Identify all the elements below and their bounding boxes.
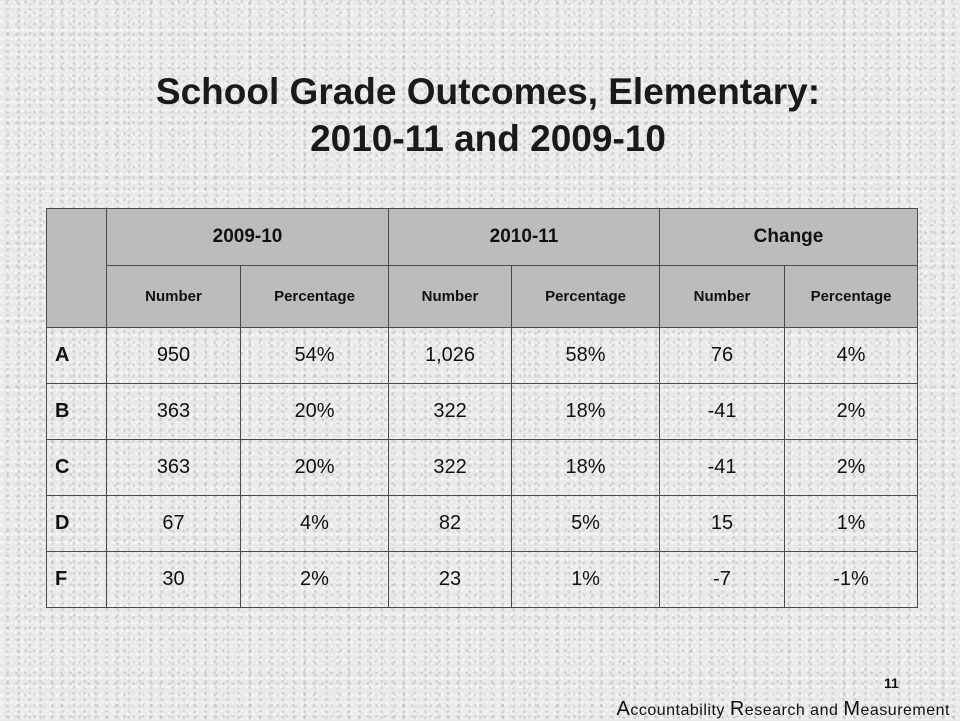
table-row <box>47 552 918 608</box>
header-2010-11: 2010-11 <box>389 209 660 266</box>
table-cell: 1% <box>512 552 660 608</box>
table-cell: 15 <box>660 496 785 552</box>
footer-organization <box>617 698 951 721</box>
grade-label: A <box>47 328 107 384</box>
footer-cap-a: A <box>616 698 631 720</box>
table-row <box>47 440 918 496</box>
subheader-cell: Percentage <box>785 266 918 328</box>
table-cell: -41 <box>660 440 785 496</box>
table-cell: -41 <box>660 384 785 440</box>
subheader-cell: Percentage <box>241 266 389 328</box>
page-number: 11 <box>884 675 899 691</box>
title-line-1: School Grade Outcomes, Elementary: <box>155 71 821 112</box>
table-cell: 950 <box>107 328 241 384</box>
table-cell: 1% <box>785 496 918 552</box>
grade-outcomes-table <box>46 208 918 608</box>
grade-label: B <box>47 384 107 440</box>
table-cell: 18% <box>512 384 660 440</box>
slide-title <box>0 68 960 162</box>
table-cell: 18% <box>512 440 660 496</box>
footer-and: and <box>810 702 839 719</box>
table-cell: 2% <box>241 552 389 608</box>
footer-word-1: ccountability <box>630 702 725 719</box>
grade-label: C <box>47 440 107 496</box>
table-cell: 5% <box>512 496 660 552</box>
corner-cell <box>47 209 107 328</box>
title-line-2: 2010-11 and 2009-10 <box>310 118 666 159</box>
table-cell: 58% <box>512 328 660 384</box>
table-cell: 1,026 <box>389 328 512 384</box>
footer-cap-m: M <box>843 698 861 720</box>
subheader-cell: Number <box>389 266 512 328</box>
header-row-years <box>47 209 918 266</box>
table-cell: 322 <box>389 440 512 496</box>
table-cell: 4% <box>241 496 389 552</box>
table-cell: 20% <box>241 440 389 496</box>
header-2009-10: 2009-10 <box>107 209 389 266</box>
table-cell: 30 <box>107 552 241 608</box>
footer-word-3: easurement <box>860 702 950 719</box>
header-change: Change <box>660 209 918 266</box>
footer-word-2: esearch <box>744 702 806 719</box>
grade-label: F <box>47 552 107 608</box>
subheader-cell: Percentage <box>512 266 660 328</box>
table-row <box>47 328 918 384</box>
table-cell: -7 <box>660 552 785 608</box>
table-cell: 82 <box>389 496 512 552</box>
table-cell: 23 <box>389 552 512 608</box>
table-cell: 2% <box>785 384 918 440</box>
table-cell: 54% <box>241 328 389 384</box>
table-row <box>47 384 918 440</box>
subheader-cell: Number <box>107 266 241 328</box>
table-row <box>47 496 918 552</box>
table-cell: 2% <box>785 440 918 496</box>
header-row-metrics <box>47 266 918 328</box>
table-cell: 67 <box>107 496 241 552</box>
table-cell: 20% <box>241 384 389 440</box>
table-cell: 363 <box>107 384 241 440</box>
table-cell: 322 <box>389 384 512 440</box>
table-cell: 363 <box>107 440 241 496</box>
subheader-cell: Number <box>660 266 785 328</box>
table-cell: -1% <box>785 552 918 608</box>
grade-label: D <box>47 496 107 552</box>
table-cell: 4% <box>785 328 918 384</box>
table-cell: 76 <box>660 328 785 384</box>
footer-cap-r: R <box>729 698 745 720</box>
